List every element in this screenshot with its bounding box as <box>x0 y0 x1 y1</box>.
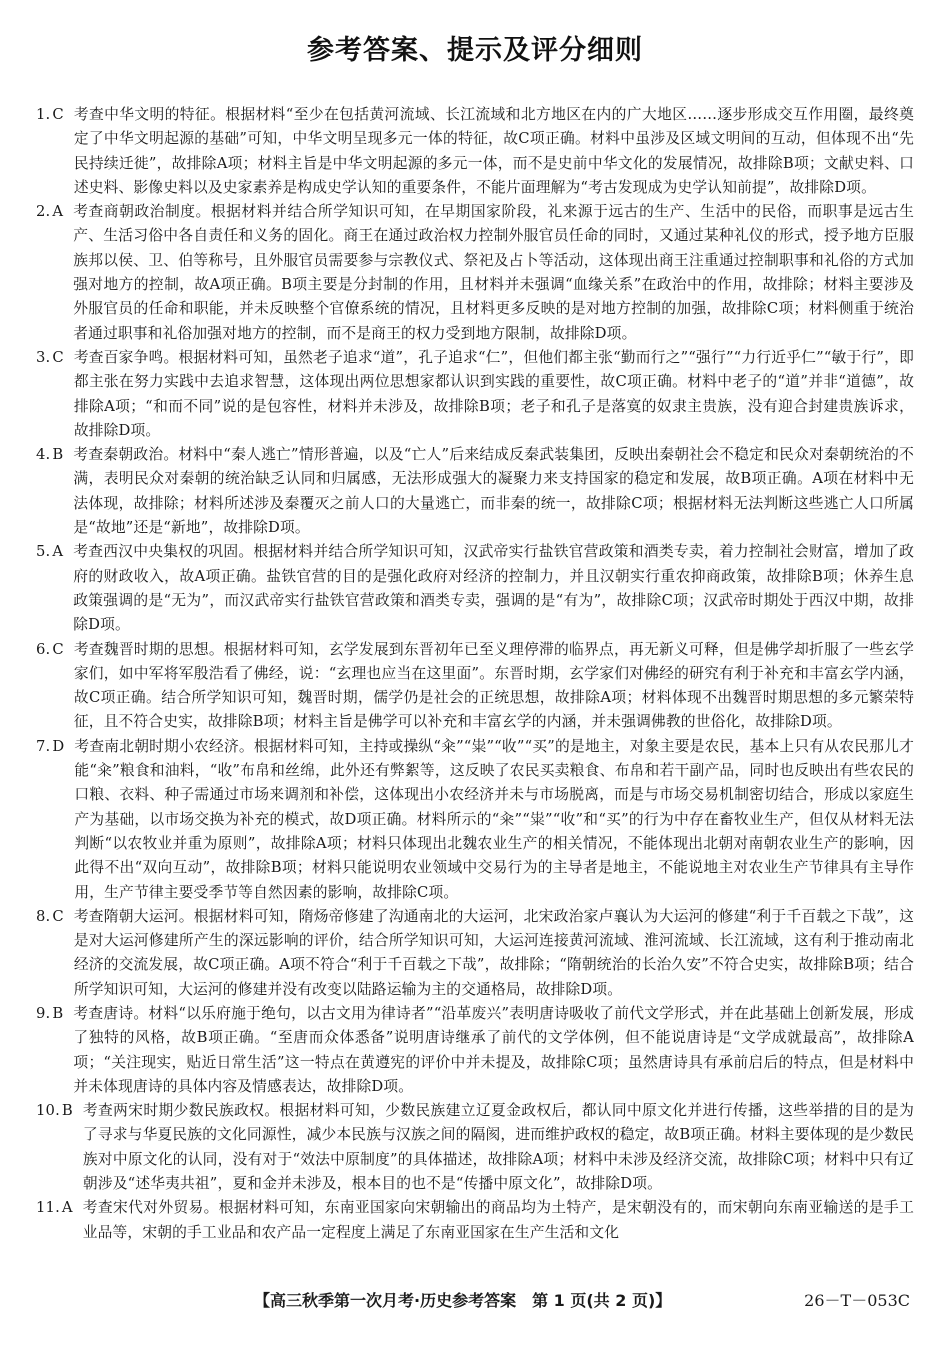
answer-choice: D <box>52 737 65 755</box>
answer-header <box>36 638 74 735</box>
answer-header <box>36 905 74 1002</box>
answer-number: 2. <box>36 203 51 221</box>
answer-item <box>36 1099 914 1196</box>
answer-header <box>36 103 74 200</box>
answer-choice: B <box>52 1004 64 1022</box>
answer-number: 9. <box>36 1004 51 1022</box>
answer-header <box>36 735 74 905</box>
answer-choice: C <box>52 907 64 925</box>
answer-item <box>36 346 914 443</box>
page-footer <box>0 1288 950 1314</box>
answer-item <box>36 905 914 1002</box>
answer-choice: A <box>61 1199 73 1217</box>
answer-item <box>36 103 914 200</box>
answer-explanation: 考查百家争鸣。根据材料可知，虽然老子追求“道”，孔子追求“仁”，但他们都主张“勤而行之”“强行”“力行近乎仁”“敏于行”，即都主张在努力实践中去追求智慧，这体现出两位思想家都认识到实践的重要性，故C项正确。材料中老子的“道”并非“道德”，故排除A项；“和而不同”说的是包容性，材料并未涉及，故排除B项；老子和孔子是落寞的奴隶主贵族，没有迎合封建贵族诉求，故排除D项。 <box>73 348 914 439</box>
answer-header <box>36 200 73 346</box>
answer-item <box>36 200 914 346</box>
answer-header <box>36 346 74 443</box>
answer-number: 6. <box>36 640 51 658</box>
answer-number: 1. <box>36 106 51 123</box>
answer-explanation: 考查南北朝时期小农经济。根据材料可知，主持或操纵“籴”“粜”“收”“买”的是地主，对象主要是农民，基本上只有从农民那儿才能“籴”粮食和油料，“收”布帛和丝绵，此外还有弊絮等，这反映了农民买卖粮食、布帛和若干副产品，同时也反映出有些农民的口粮、衣料、种子需通过市场来调剂和补偿，这体现出小农经济并未与市场脱离，而是与市场交易机制密切结合，形成以家庭生产为基础，以市场交换为补充的模式，故D项正确。材料所示的“籴”“粜”“收”和“买”的行为中存在畜牧业生产，但仅从材料无法判断“以农牧业并重为原则”，故排除A项；材料只体现出北魏农业生产的相关情况，不能体现出北朝对南朝农业生产的影响，因此得不出“双向互动”，故排除B项；材料只能说明农业领域中交易行为的主导者是地主，不能说地主对农业生产节律具有主导作用，生产节律主要受季节等自然因素的影响，故排除C项。 <box>74 737 914 901</box>
answer-header <box>36 1099 83 1196</box>
answer-header <box>36 540 73 637</box>
answer-choice: C <box>52 106 64 123</box>
answer-choice: C <box>52 348 64 366</box>
answer-explanation: 考查秦朝政治。材料中“秦人逃亡”情形普遍，以及“亡人”后来结成反秦武装集团，反映出秦朝社会不稳定和民众对秦朝统治的不满，表明民众对秦朝的统治缺乏认同和归属感，无法形成强大的凝聚力来支持国家的稳定和发展，故B项正确。A项在材料中无法体现，故排除；材料所述涉及秦覆灭之前人口的大量逃亡，而非秦的统一，故排除C项；根据材料无法判断这些逃亡人口所属是“故地”还是“新地”，故排除D项。 <box>73 446 914 537</box>
answer-item <box>36 638 914 735</box>
answer-header <box>36 443 73 540</box>
answer-explanation: 考查唐诗。材料“以乐府施于绝句，以古文用为律诗者”“沿革废兴”表明唐诗吸收了前代文学形式，并在此基础上创新发展，形成了独特的风格，故B项正确。“至唐而众体悉备”说明唐诗继承了前代的文学体例，但不能说唐诗是“文学成就最高”，故排除A项；“关注现实，贴近日常生活”这一特点在黄遵宪的评价中并未提及，故排除C项；虽然唐诗具有承前启后的特点，但是材料中并未体现唐诗的具体内容及情感表达，故排除D项。 <box>73 1004 914 1095</box>
answer-choice: B <box>52 446 64 464</box>
answer-explanation: 考查两宋时期少数民族政权。根据材料可知，少数民族建立辽夏金政权后，都认同中原文化并进行传播，这些举措的目的是为了寻求与华夏民族的文化同源性，减少本民族与汉族之间的隔阂，进而维护政权的稳定，故B项正确。材料主要体现的是少数民族对中原文化的认同，没有对于“效法中原制度”的具体描述，故排除A项；材料中未涉及经济交流，故排除C项；材料中只有辽朝涉及“述华夷共祖”，夏和金并未涉及，根本目的也不是“传播中原文化”，故排除D项。 <box>82 1102 914 1193</box>
answer-number: 5. <box>36 543 51 561</box>
answer-item <box>36 735 914 905</box>
answer-explanation: 考查商朝政治制度。根据材料并结合所学知识可知，在早期国家阶段，礼来源于远古的生产、生活中的民俗，而职事是远古生产、生活习俗中各自责任和义务的固化。商王在通过政治权力控制外服官员任命的同时，又通过某种礼仪的形式，授予地方臣服族邦以侯、卫、伯等称号，且外服官员需要参与宗教仪式、祭祀及占卜等活动，这体现出商王注重通过控制职事和礼俗的方式加强对地方的控制，故A项正确。B项主要是分封制的作用，且材料并未强调“血缘关系”在政治中的作用，故排除；材料主要涉及外服官员的任命和职能，并未反映整个官僚系统的情况，且材料更多反映的是对地方控制的加强，故排除C项；材料侧重于统治者通过职事和礼俗加强对地方的控制，而不是商王的权力受到地方限制，故排除D项。 <box>73 203 914 342</box>
answer-list <box>36 103 914 1245</box>
answer-choice: B <box>61 1102 73 1120</box>
page-title: 参考答案、提示及评分细则 <box>307 35 643 66</box>
answer-item <box>36 540 914 637</box>
answer-header <box>36 1002 73 1099</box>
answer-number: 11. <box>36 1199 60 1217</box>
answer-number: 10. <box>36 1102 60 1120</box>
answer-item <box>36 443 914 540</box>
answer-choice: A <box>52 543 64 561</box>
answer-explanation: 考查西汉中央集权的巩固。根据材料并结合所学知识可知，汉武帝实行盐铁官营政策和酒类专卖，着力控制社会财富，增加了政府的财政收入，故A项正确。盐铁官营的目的是强化政府对经济的控制力，并且汉朝实行重农抑商政策，故排除B项；休养生息政策强调的是“无为”，而汉武帝实行盐铁官营政策和酒类专卖，强调的是“有为”，故排除C项；汉武帝时期处于西汉中期，故排除D项。 <box>73 543 914 634</box>
answer-explanation: 考查宋代对外贸易。根据材料可知，东南亚国家向宋朝输出的商品均为土特产，是宋朝没有的，而宋朝向东南亚输送的是手工业品等，宋朝的手工业品和农产品一定程度上满足了东南亚国家在生产生活和文化 <box>82 1199 914 1241</box>
answer-explanation: 考查中华文明的特征。根据材料“至少在包括黄河流域、长江流域和北方地区在内的广大地区……逐步形成交互作用圈，最终奠定了中华文明起源的基础”可知，中华文明呈现多元一体的特征，故C项正确。材料中虽涉及区域文明间的互动，但体现不出“先民持续迁徙”，故排除A项；材料主旨是中华文明起源的多元一体，而不是史前中华文化的发展情况，故排除B项；文献史料、口述史料、影像史料以及史家素养是构成史学认知的重要条件，不能片面理解为“考古发现成为史学认知前提”，故排除D项。 <box>73 106 914 196</box>
answer-choice: C <box>52 640 64 658</box>
answer-number: 8. <box>36 907 51 925</box>
answer-header <box>36 1196 83 1245</box>
answer-choice: A <box>52 203 64 221</box>
answer-number: 7. <box>36 737 51 755</box>
footer-exam-info: 【高三秋季第一次月考·历史参考答案 第 1 页(共 2 页)】 <box>254 1291 672 1310</box>
answer-explanation: 考查隋朝大运河。根据材料可知，隋炀帝修建了沟通南北的大运河，北宋政治家卢襄认为大运河的修建“利于千百载之下哉”，这是对大运河修建所产生的深远影响的评价，结合所学知识可知，大运河连接黄河流域、淮河流域、长江流域，这有利于推动南北经济的交流发展，故C项正确。A项不符合“利于千百载之下哉”，故排除；“隋朝统治的长治久安”不符合史实，故排除B项；结合所学知识可知，大运河的修建并没有改变以陆路运输为主的交通格局，故排除D项。 <box>73 907 914 998</box>
footer-paper-code: 26－T－053C <box>804 1291 910 1310</box>
answer-number: 4. <box>36 446 51 464</box>
answer-item <box>36 1196 914 1245</box>
answer-item <box>36 1002 914 1099</box>
answer-explanation: 考查魏晋时期的思想。根据材料可知，玄学发展到东晋初年已至义理停滞的临界点，再无新义可释，但是佛学却折服了一些玄学家们，如中军将军殷浩看了佛经，说：“玄理也应当在这里面”。东晋时期，玄学家们对佛经的研究有利于补充和丰富玄学内涵，故C项正确。结合所学知识可知，魏晋时期，儒学仍是社会的正统思想，故排除A项；材料体现不出魏晋时期思想的多元繁荣特征，且不符合史实，故排除B项；材料主旨是佛学可以补充和丰富玄学的内涵，并未强调佛教的世俗化，故排除D项。 <box>73 640 914 731</box>
answer-number: 3. <box>36 348 51 366</box>
